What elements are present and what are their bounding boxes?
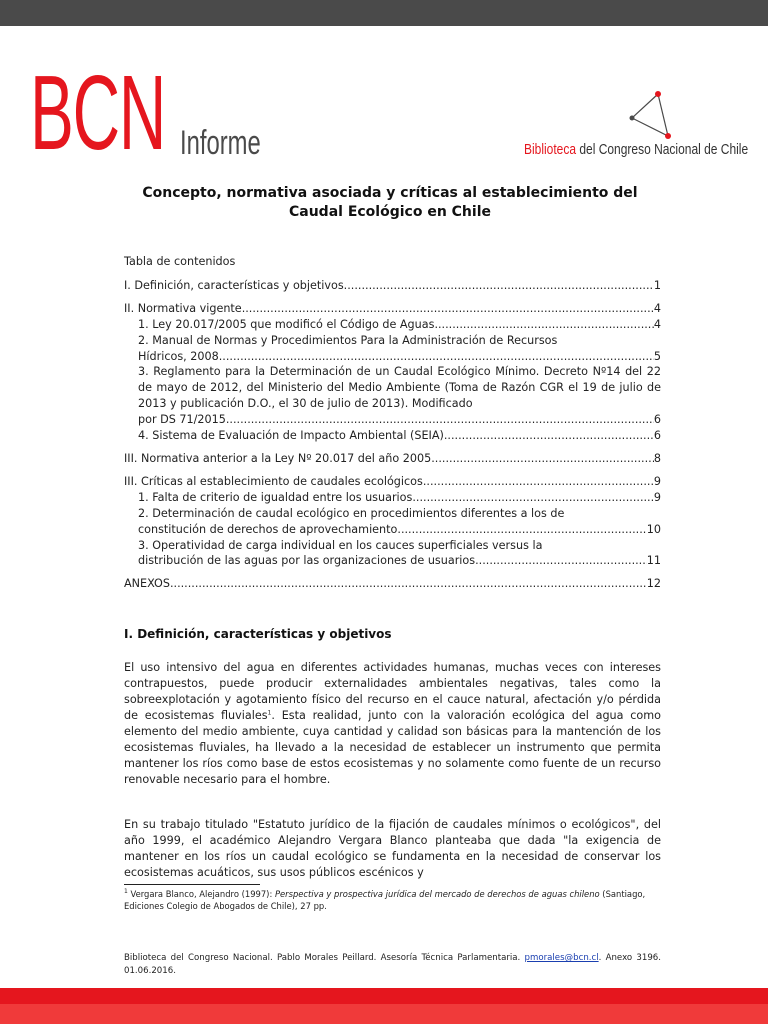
section-heading: I. Definición, características y objetivos bbox=[124, 627, 392, 641]
toc-heading: Tabla de contenidos bbox=[124, 255, 236, 268]
bcn-logo: BCN bbox=[30, 54, 166, 172]
toc-entry-sec2-2[interactable]: 2. Manual de Normas y Procedimientos Para la Administración de Recursos Hídricos, 2008 ..... 5 bbox=[124, 333, 661, 365]
informe-label: Informe bbox=[180, 124, 261, 162]
toc-entry-annex[interactable]: ANEXOS ..... 12 bbox=[124, 576, 661, 592]
toc-entry-sec4-2[interactable]: 2. Determinación de caudal ecológico en procedimientos diferentes a los de constitución de derechos de aprovechamiento ..... 10 bbox=[124, 506, 661, 538]
institution-name-red: Biblioteca bbox=[524, 141, 577, 158]
table-of-contents bbox=[124, 254, 661, 599]
document-title bbox=[100, 184, 680, 222]
title-line-1: Concepto, normativa asociada y críticas al establecimiento del bbox=[142, 185, 638, 201]
toc-entry-sec2-1[interactable]: 1. Ley 20.017/2005 que modificó el Código de Aguas ..... 4 bbox=[124, 317, 661, 333]
toc-entry-sec4-3[interactable]: 3. Operatividad de carga individual en los cauces superficiales versus la distribución de las aguas por las organizaciones de usuarios ..... 11 bbox=[124, 538, 661, 570]
footnote: $^1$ Vergara Blanco, Alejandro (1997): Perspectiva y prospectiva jurídica del mercado de derechos de aguas chileno (Santiago, Ediciones Colegio de Abogados de Chile), 27 pp. bbox=[124, 888, 646, 911]
library-logo-icon bbox=[620, 90, 680, 142]
top-bar bbox=[0, 0, 768, 26]
toc-entry-sec2[interactable]: II. Normativa vigente ..... 4 bbox=[124, 301, 661, 317]
toc-entry-sec1[interactable]: I. Definición, características y objetivos ..... 1 bbox=[124, 278, 661, 294]
page-footer: Biblioteca del Congreso Nacional. Pablo Morales Peillard. Asesoría Técnica Parlamentaria. pmorales@bcn.cl. Anexo 3196. 01.06.2016. bbox=[124, 953, 661, 976]
title-line-2: Caudal Ecológico en Chile bbox=[288, 204, 491, 220]
toc-entry-sec4-1[interactable]: 1. Falta de criterio de igualdad entre los usuarios ..... 9 bbox=[124, 490, 661, 506]
footer-email-link[interactable]: pmorales@bcn.cl bbox=[524, 953, 599, 963]
footnote-ref[interactable]: 1 bbox=[267, 709, 272, 717]
body-paragraph-1: El uso intensivo del agua en diferentes actividades humanas, muchas veces con intereses contrapuestos, puede producir externalidades ambientales negativas, tales como la sobreexplotación y agotamiento físico del recurso en el cauce natural, afectación y/o pérdida de ecosistemas fluviales$^1$. Esta realidad, junto con la valoración ecológica del agua como elemento del medio ambiente, cuya cantidad y calidad son básicas para la mantención de los ecosistemas fluviales, ha llevado a la necesidad de establecer un instrumento que permita mantener los ríos como base de estos ecosistemas y no solamente como fuente de un recurso renovable necesario para el hombre. bbox=[124, 661, 661, 786]
institution-name-rest: del Congreso Nacional de Chile bbox=[576, 141, 749, 158]
toc-entry-sec2-3[interactable]: 3. Reglamento para la Determinación de un Caudal Ecológico Mínimo. Decreto Nº14 del 22 de mayo de 2012, del Ministerio del Medio Ambiente (Toma de Razón CGR el 19 de julio de 2013 y publicación D.O., el 30 de julio de 2013). Modificado por DS 71/2015 ..... 6 bbox=[124, 364, 661, 428]
toc-entry-sec2-4[interactable]: 4. Sistema de Evaluación de Impacto Ambiental (SEIA) ..... 6 bbox=[124, 428, 661, 444]
body-paragraph-2: En su trabajo titulado "Estatuto jurídico de la fijación de caudales mínimos o ecológicos", del año 1999, el académico Alejandro Vergara Blanco planteaba que dada "la exigencia de mantener en los ríos un caudal ecológico se fundamenta en la necesidad de conservar los ecosistemas acuáticos, sus usos públicos escénicos y bbox=[124, 818, 661, 879]
footnote-divider bbox=[124, 884, 260, 885]
toc-entry-sec4[interactable]: III. Críticas al establecimiento de caudales ecológicos ..... 9 bbox=[124, 474, 661, 490]
bottom-bar-shade bbox=[0, 1004, 768, 1024]
institution-name bbox=[524, 141, 748, 159]
toc-entry-sec3[interactable]: III. Normativa anterior a la Ley Nº 20.017 del año 2005 ..... 8 bbox=[124, 451, 661, 467]
